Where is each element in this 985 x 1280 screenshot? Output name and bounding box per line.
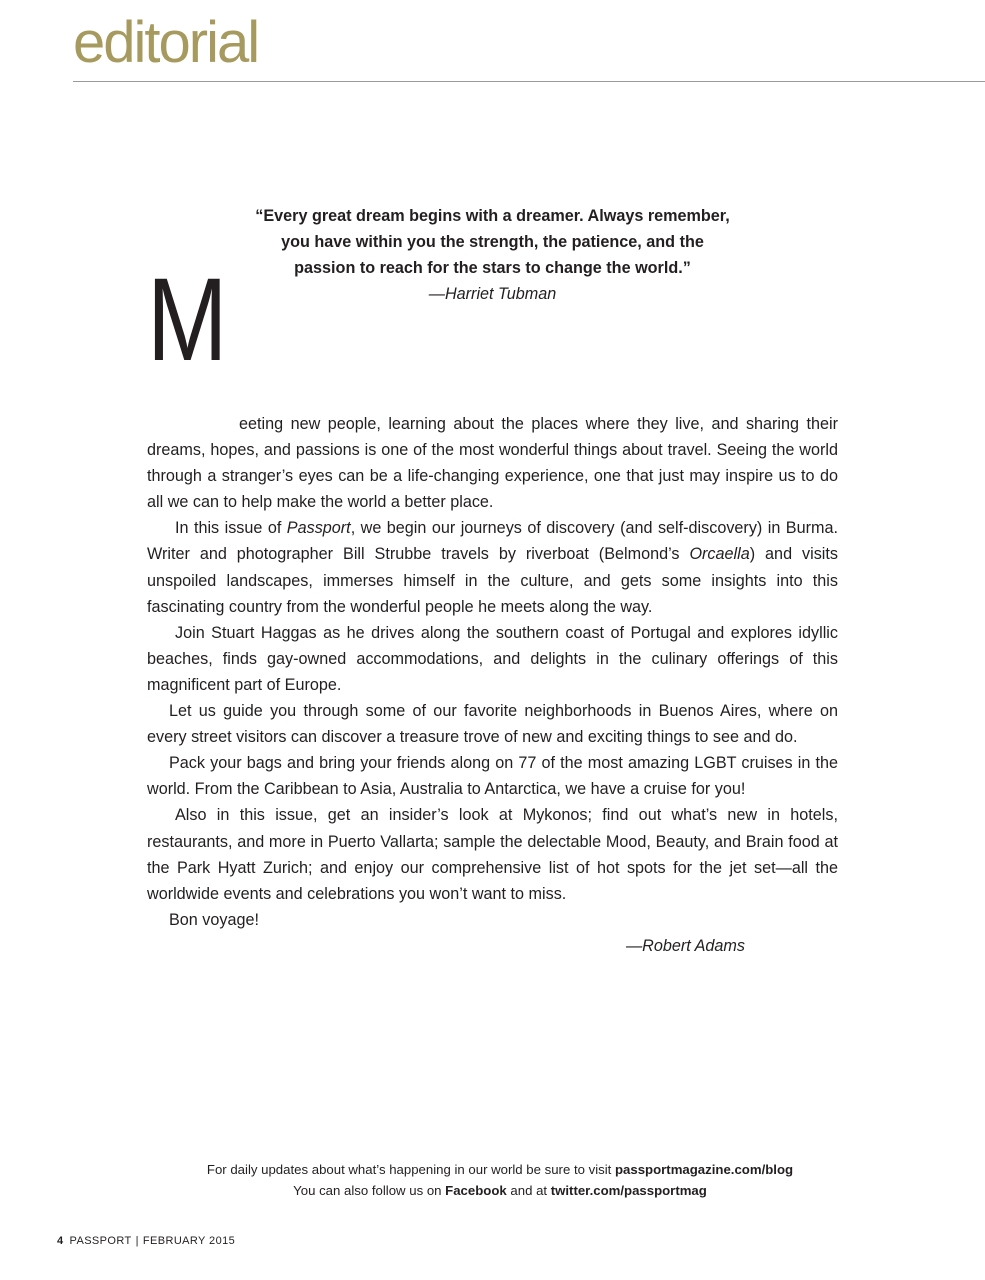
title-divider (73, 81, 985, 82)
footer-line-1-text: For daily updates about what’s happening in our world be sure to visit (206, 1162, 615, 1177)
facebook-link[interactable]: Facebook (445, 1183, 507, 1198)
paragraph-1-text: eeting new people, learning about the places where they live, and sharing their dreams, hopes, and passions is one of the most wonderful things about travel. Seeing the world through a stranger’s eyes can be a life-changing experience, one that just may inspire us to do all we can to help make the world a better place. (147, 415, 838, 512)
magazine-name: Passport (286, 519, 351, 538)
quote-text (200, 203, 785, 281)
pull-quote (200, 203, 785, 307)
footer-note (100, 1159, 900, 1201)
drop-cap: M (147, 254, 228, 386)
paragraph-5: Pack your bags and bring your friends along on 77 of the most amazing LGBT cruises in the world. From the Caribbean to Asia, Australia to Antarctica, we have a cruise for you! (147, 754, 838, 799)
folio-separator: | (135, 1235, 139, 1247)
blog-link[interactable]: passportmagazine.com/blog (615, 1162, 794, 1177)
quote-line-1: “Every great dream begins with a dreamer. Always remember, (255, 207, 730, 225)
paragraph-4: Let us guide you through some of our favorite neighborhoods in Buenos Aires, where on every street visitors can discover a treasure trove of new and exciting things to see and do. (147, 702, 838, 747)
quote-attribution: —Harriet Tubman (428, 285, 557, 303)
twitter-link[interactable]: twitter.com/passportmag (550, 1183, 707, 1198)
magazine-name-folio: PASSPORT (69, 1235, 132, 1247)
paragraph-2-text-b: , we begin our journeys of discovery (and self-discovery) in Burma. Writer and photographer Bill Strubbe travels by riverboat (Belmond’s (147, 519, 838, 564)
paragraph-2-text-a: In this issue of (175, 519, 287, 538)
footer-line-2-text-b: and at (506, 1183, 551, 1198)
paragraph-3: Join Stuart Haggas as he drives along the southern coast of Portugal and explores idyllic beaches, finds gay-owned accommodations, and delights in the culinary offerings of this magnificent part of Europe. (147, 623, 838, 694)
footer-line-1 (100, 1159, 900, 1180)
section-title: editorial (73, 10, 259, 75)
paragraph-2 (147, 515, 838, 619)
issue-date: FEBRUARY 2015 (142, 1235, 236, 1247)
quote-line-3: passion to reach for the stars to change the world.” (294, 259, 691, 277)
paragraph-6: Also in this issue, get an insider’s look at Mykonos; find out what’s new in hotels, restaurants, and more in Puerto Vallarta; sample the delectable Mood, Beauty, and Brain food at the Park Hyatt Zurich; and enjoy our comprehensive list of hot spots for the jet set—all the worldwide events and celebrations you won’t want to miss. (147, 806, 838, 903)
author-signature: —Robert Adams (625, 936, 745, 955)
page-folio (57, 1235, 235, 1247)
footer-line-2-text-a: You can also follow us on (293, 1183, 446, 1198)
page-number: 4 (57, 1235, 64, 1247)
quote-line-2: you have within you the strength, the patience, and the (281, 233, 704, 251)
paragraph-2-text-c: ) and visits unspoiled landscapes, immerses himself in the culture, and gets some insights into this fascinating country from the wonderful people he meets along the way. (147, 545, 838, 616)
closing-line: Bon voyage! (169, 910, 259, 929)
footer-line-2 (100, 1180, 900, 1201)
boat-name: Orcaella (689, 545, 750, 564)
